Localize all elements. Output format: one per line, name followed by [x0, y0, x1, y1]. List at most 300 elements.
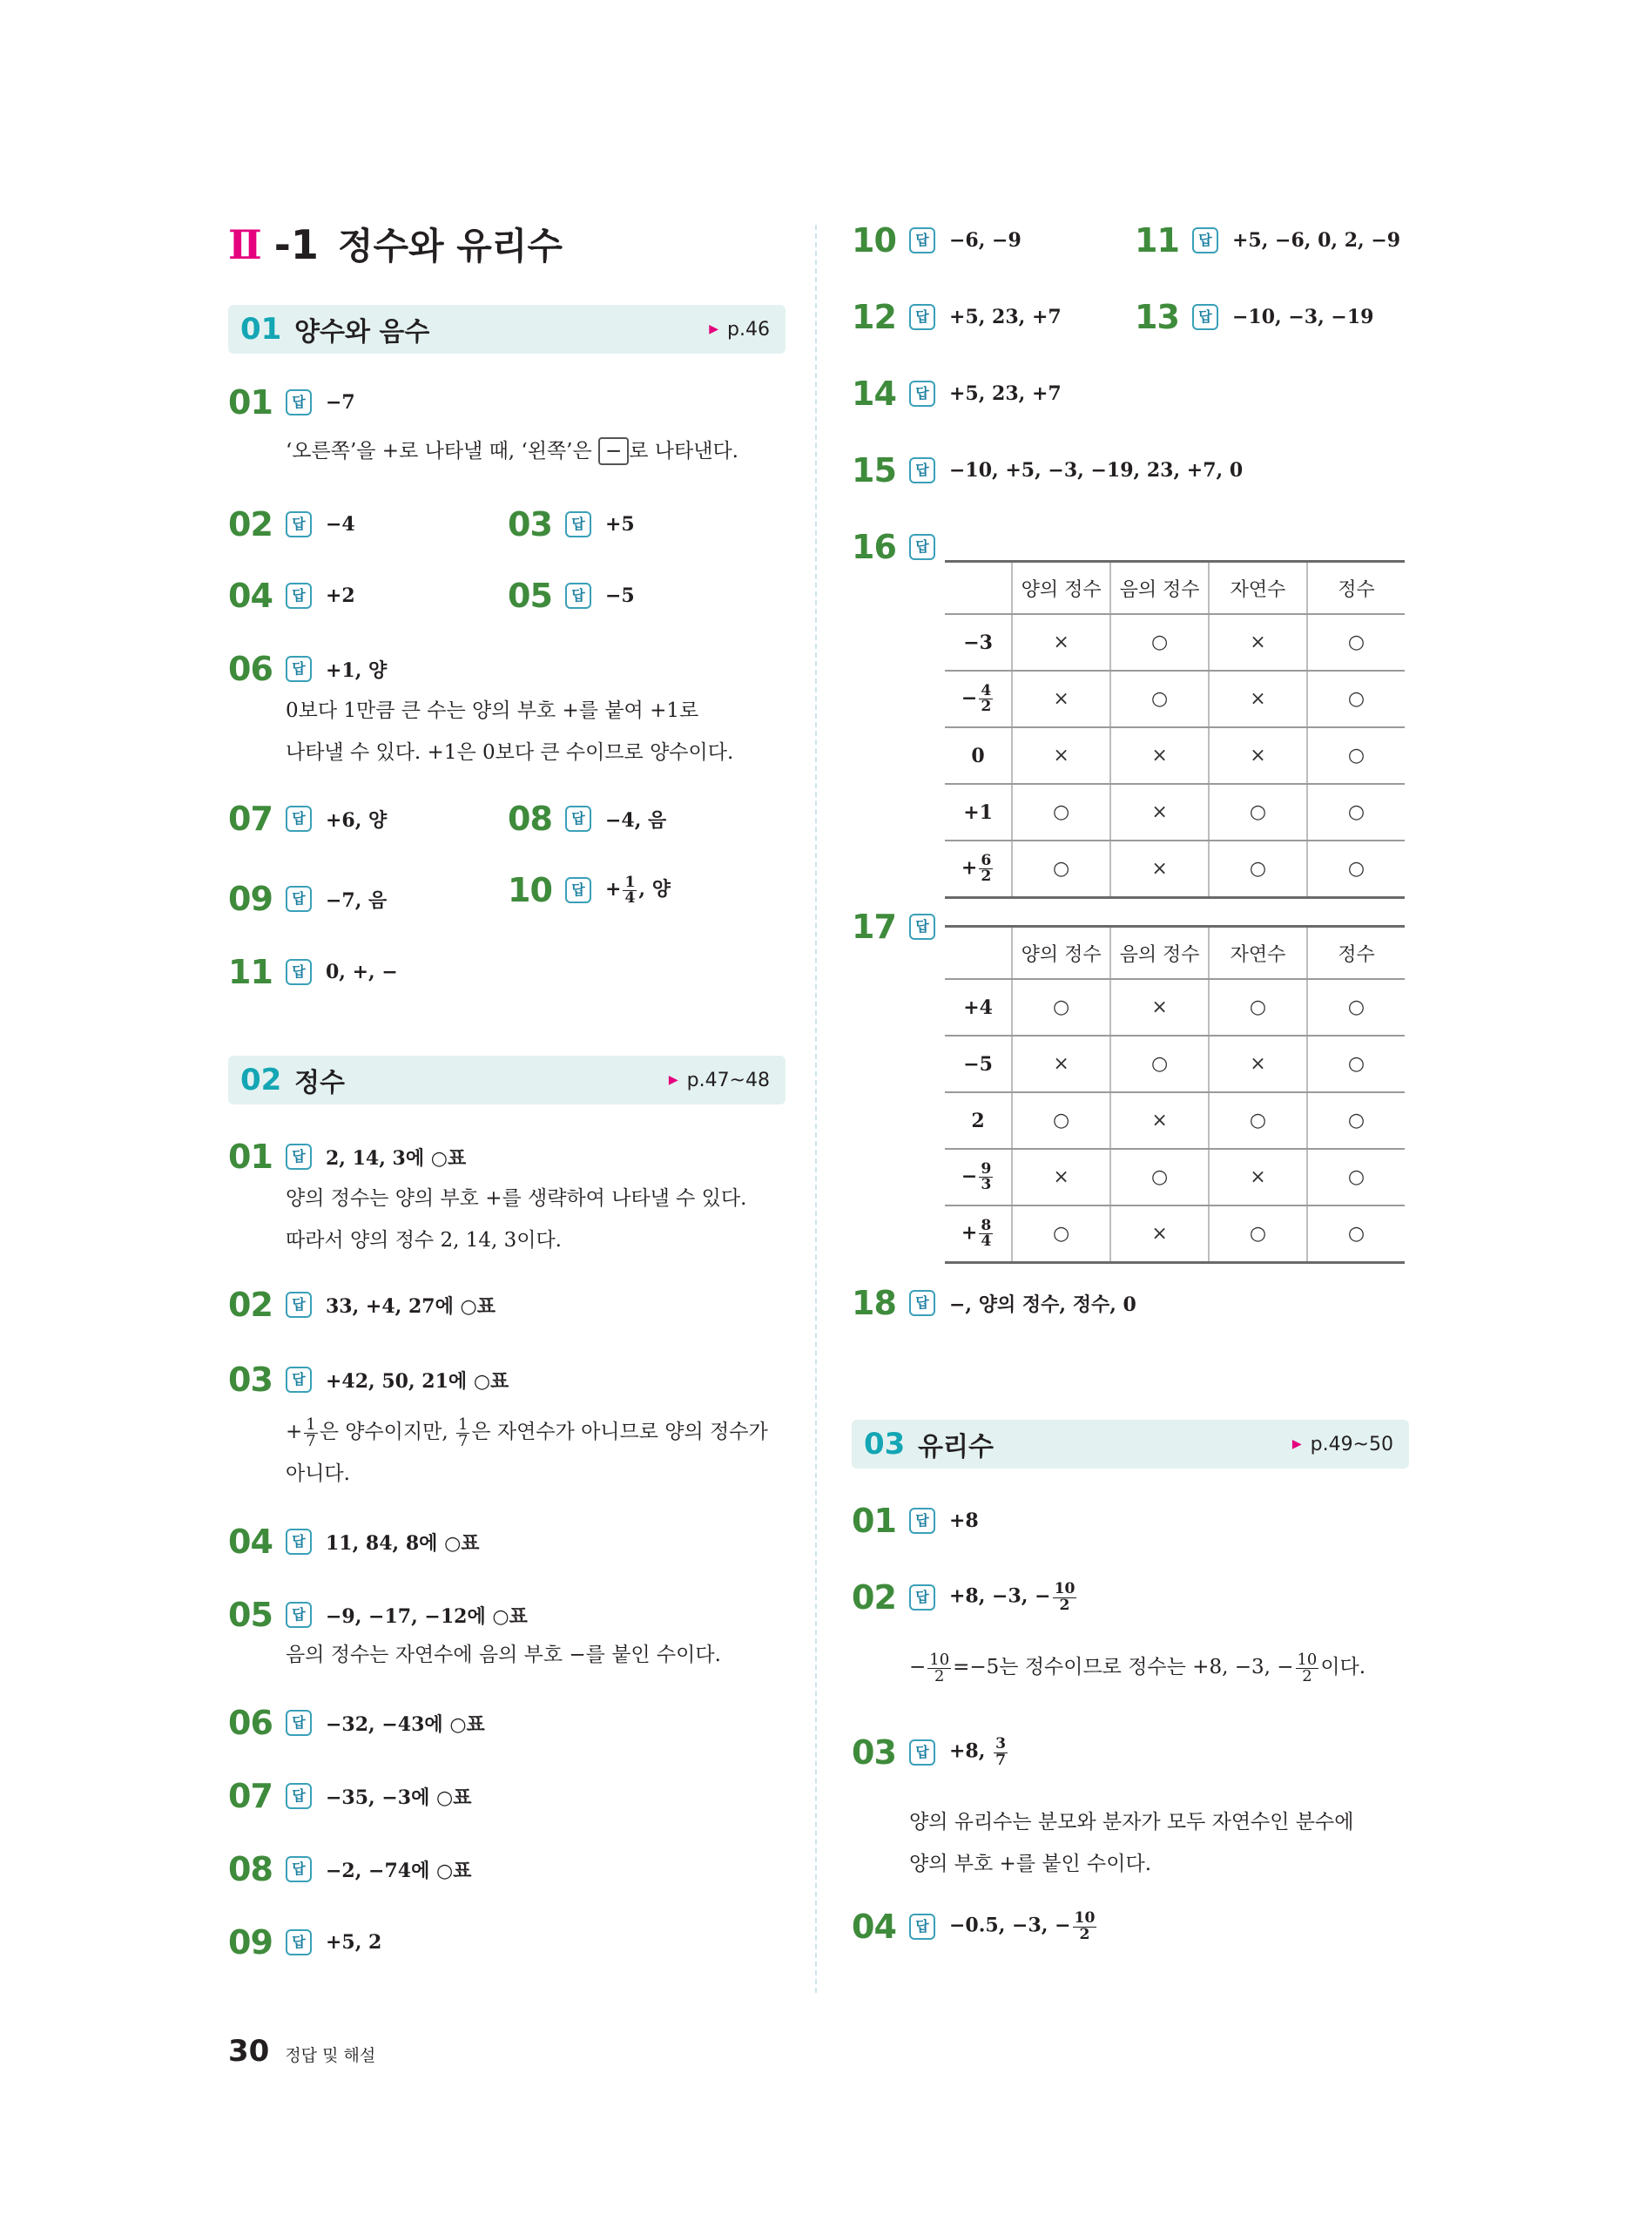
col-header: 양의 정수 [1012, 927, 1110, 980]
section-title: 유리수 [918, 1432, 994, 1462]
denominator: 4 [624, 888, 636, 907]
mark-cell: ○ [1209, 1092, 1307, 1149]
answer: +1, 양 [326, 658, 388, 682]
numerator: 10 [1054, 1580, 1075, 1598]
answer-badge-icon: 답 [286, 1602, 312, 1628]
triangle-icon: ▶ [1291, 1437, 1302, 1451]
mark-cell: × [1110, 979, 1209, 1036]
s3-q03 [852, 1733, 1009, 1772]
mark-cell: × [1012, 1036, 1110, 1092]
answer-badge-icon: 답 [286, 886, 312, 912]
expl-line: 따라서 양의 정수 2, 14, 3이다. [286, 1229, 562, 1252]
mark-cell: ○ [1012, 1205, 1110, 1263]
denominator: 2 [934, 1666, 945, 1685]
answer [949, 1911, 1098, 1942]
mark-cell: × [1209, 727, 1307, 784]
s3-q01 [852, 1502, 979, 1540]
mark-cell: ○ [1209, 979, 1307, 1036]
s1-q07 [228, 800, 387, 838]
expl-text: − [909, 1656, 927, 1678]
answer-badge-icon: 답 [909, 534, 935, 560]
answer-badge-icon: 답 [909, 1508, 935, 1534]
question-number: 18 [852, 1284, 896, 1322]
s2-q18 [852, 1284, 1136, 1322]
question-number: 07 [228, 1777, 273, 1815]
numerator: 10 [1297, 1650, 1318, 1669]
mark-cell: ○ [1110, 1149, 1209, 1205]
col-header: 정수 [1307, 562, 1405, 615]
question-number: 03 [228, 1361, 273, 1399]
s3-q02 [852, 1578, 1078, 1617]
answer-badge-icon: 답 [565, 511, 591, 537]
row-header [945, 1205, 1012, 1263]
question-number: 06 [228, 1704, 273, 1742]
table-row [945, 727, 1405, 784]
mark-cell: ○ [1012, 841, 1110, 898]
expl-text: =−5는 정수이므로 정수는 +8, −3, − [953, 1656, 1294, 1678]
mark-cell: × [1012, 614, 1110, 671]
question-number: 09 [228, 1923, 273, 1962]
answer: +5, −6, 0, 2, −9 [1232, 229, 1401, 252]
s2-q01-explanation [286, 1178, 746, 1261]
mark-cell: ○ [1012, 979, 1110, 1036]
denominator: 2 [981, 698, 992, 715]
question-number: 03 [852, 1733, 896, 1772]
section-number: 01 [240, 312, 282, 347]
expl-text: 이다. [1320, 1656, 1366, 1678]
answer: +5, 2 [326, 1931, 382, 1954]
answer-badge-icon: 답 [909, 457, 935, 483]
row-header: 2 [945, 1092, 1012, 1149]
fraction [979, 851, 993, 885]
section-02-header [228, 1056, 786, 1104]
answer-badge-icon: 답 [909, 914, 935, 940]
s2-q13 [1135, 298, 1373, 336]
mark-cell: × [1209, 1149, 1307, 1205]
question-number: 04 [852, 1908, 896, 1946]
expl-line: 나타낼 수 있다. +1은 0보다 큰 수이므로 양수이다. [286, 741, 734, 764]
question-number: 14 [852, 375, 896, 413]
denominator: 2 [1059, 1596, 1070, 1614]
answer: −5 [605, 584, 635, 607]
col-header: 자연수 [1209, 927, 1307, 980]
row-header [945, 671, 1012, 727]
answer-badge-icon: 답 [286, 656, 312, 682]
row-header: +1 [945, 784, 1012, 841]
mark-cell: ○ [1209, 784, 1307, 841]
s1-q11 [228, 953, 398, 991]
answer: +5, 23, +7 [949, 306, 1062, 328]
question-number: 08 [508, 800, 552, 838]
answer [949, 1737, 1009, 1767]
s2-q16 [852, 528, 949, 566]
question-number: 11 [1135, 221, 1179, 260]
numerator: 8 [981, 1216, 992, 1234]
expl-text: ‘오른쪽’을 +로 나타낼 때, ‘왼쪽’은 [286, 440, 598, 463]
s1-q10 [508, 871, 671, 909]
mark-cell: × [1110, 1205, 1209, 1263]
ans-text: + [605, 878, 622, 902]
fraction [927, 1652, 951, 1685]
answer-badge-icon: 답 [1192, 227, 1218, 253]
s2-q06 [228, 1704, 485, 1742]
page-ref-text: p.47~48 [686, 1069, 770, 1091]
question-number: 03 [508, 505, 552, 544]
answer-badge-icon: 답 [565, 583, 591, 609]
answer-badge-icon: 답 [286, 959, 312, 985]
mark-cell: × [1209, 614, 1307, 671]
question-number: 04 [228, 577, 273, 615]
numerator: 6 [981, 851, 992, 869]
answer [949, 1582, 1078, 1612]
answer: −7 [326, 391, 355, 414]
corner-cell [945, 562, 1012, 615]
mark-cell: ○ [1307, 841, 1405, 898]
table-row [945, 1092, 1405, 1149]
boxed-blank: − [598, 437, 629, 465]
chapter-number: -1 [273, 221, 319, 268]
s2-q09 [228, 1923, 381, 1962]
question-number: 02 [852, 1578, 896, 1617]
answer-badge-icon: 답 [286, 1783, 312, 1809]
s1-q08 [508, 800, 666, 838]
s2-q14 [852, 375, 1062, 413]
chapter-title [228, 218, 563, 270]
numerator: 4 [981, 681, 992, 699]
answer-badge-icon: 답 [909, 1290, 935, 1316]
expl-line: 양의 유리수는 분모와 분자가 모두 자연수인 분수에 [909, 1811, 1354, 1833]
mark-cell: ○ [1110, 1036, 1209, 1092]
denominator: 7 [995, 1751, 1006, 1769]
answer-badge-icon: 답 [286, 1929, 312, 1955]
expl-line: 음의 정수는 자연수에 음의 부호 −를 붙인 수이다. [286, 1644, 721, 1666]
fraction [304, 1417, 317, 1449]
mark-cell: ○ [1307, 784, 1405, 841]
page-footer [228, 2034, 375, 2069]
answer: −9, −17, −12에 ○표 [326, 1604, 528, 1628]
question-number: 09 [228, 880, 273, 918]
ans-text: +8, [949, 1740, 993, 1763]
mark-cell: ○ [1110, 671, 1209, 727]
question-number: 10 [852, 221, 896, 260]
answer: −4, 음 [605, 808, 667, 832]
answer: +5 [605, 513, 635, 536]
row-header: −3 [945, 614, 1012, 671]
answer-badge-icon: 답 [565, 877, 591, 903]
s1-q02 [228, 505, 355, 544]
mark-cell: × [1209, 1036, 1307, 1092]
answer-badge-icon: 답 [286, 511, 312, 537]
mark-cell: ○ [1209, 1205, 1307, 1263]
answer-badge-icon: 답 [286, 1144, 312, 1170]
question-number: 11 [228, 953, 273, 991]
mark-cell: × [1012, 727, 1110, 784]
mark-cell: × [1110, 784, 1209, 841]
numerator: 10 [1074, 1909, 1096, 1928]
question-number: 10 [508, 871, 552, 909]
mark-cell: ○ [1307, 1149, 1405, 1205]
question-number: 13 [1135, 298, 1179, 336]
answer: 2, 14, 3에 ○표 [326, 1146, 467, 1170]
answer [605, 875, 671, 906]
question-number: 01 [228, 383, 273, 422]
question-number: 05 [508, 577, 552, 615]
answer: +2 [326, 584, 355, 607]
mark-cell: ○ [1307, 614, 1405, 671]
mark-cell: ○ [1307, 1205, 1405, 1263]
mark-cell: ○ [1012, 784, 1110, 841]
s2-q03 [228, 1361, 509, 1399]
s3-q03-explanation [909, 1801, 1353, 1885]
answer-badge-icon: 답 [909, 304, 935, 330]
question-number: 04 [228, 1523, 273, 1561]
numerator: 3 [995, 1735, 1006, 1753]
table-row [945, 979, 1405, 1036]
s2-q04 [228, 1523, 480, 1561]
col-header: 음의 정수 [1110, 927, 1209, 980]
table-body [945, 979, 1405, 1263]
numerator: 10 [929, 1650, 950, 1669]
mark-cell: ○ [1110, 614, 1209, 671]
ans-text: , 양 [638, 878, 671, 902]
fraction [1296, 1652, 1319, 1685]
question-number: 05 [228, 1596, 273, 1634]
answer-badge-icon: 답 [909, 381, 935, 407]
expl-line [286, 1411, 768, 1453]
fraction [1053, 1582, 1077, 1612]
row-header [945, 841, 1012, 898]
s3-q04 [852, 1908, 1098, 1946]
answer: 33, +4, 27에 ○표 [326, 1294, 496, 1318]
answer: 11, 84, 8에 ○표 [326, 1531, 480, 1555]
question-number: 01 [228, 1138, 273, 1176]
mark-cell: ○ [1209, 841, 1307, 898]
table-row [945, 841, 1405, 898]
mark-cell: ○ [1012, 1092, 1110, 1149]
expl-line: 아니다. [286, 1462, 350, 1485]
answer: +8 [949, 1509, 979, 1532]
denominator: 2 [1302, 1666, 1312, 1685]
sign: + [961, 1221, 978, 1245]
answer-badge-icon: 답 [286, 1856, 312, 1882]
table-row [945, 1036, 1405, 1092]
row-header: 0 [945, 727, 1012, 784]
ans-text: −0.5, −3, − [949, 1914, 1071, 1937]
s1-q06 [228, 650, 387, 688]
answer-badge-icon: 답 [1192, 304, 1218, 330]
denominator: 2 [981, 868, 992, 885]
fraction [979, 1159, 993, 1193]
answer-badge-icon: 답 [909, 227, 935, 253]
answer-badge-icon: 답 [286, 1710, 312, 1736]
expl-text: 은 양수이지만, [319, 1421, 455, 1443]
question-number: 12 [852, 298, 896, 336]
table-q17 [945, 925, 1405, 1264]
fraction [1073, 1911, 1097, 1942]
s1-q01 [228, 383, 355, 422]
answer-badge-icon: 답 [565, 806, 591, 832]
s1-q01-explanation [286, 430, 738, 472]
mark-cell: × [1209, 671, 1307, 727]
section-03-header [852, 1420, 1409, 1469]
question-number: 15 [852, 451, 896, 490]
table-q16 [945, 560, 1405, 899]
column-divider [815, 225, 817, 1993]
answer-badge-icon: 답 [286, 1529, 312, 1555]
table-row [945, 1149, 1405, 1205]
question-number: 08 [228, 1850, 273, 1888]
s2-q01 [228, 1138, 466, 1176]
answer-badge-icon: 답 [909, 1584, 935, 1611]
answer-badge-icon: 답 [286, 389, 312, 415]
expl-line: 양의 부호 +를 붙인 수이다. [909, 1853, 1152, 1875]
section-number: 02 [240, 1063, 282, 1097]
table-header-row [945, 562, 1405, 615]
s2-q10 [852, 221, 1022, 260]
sign: − [961, 686, 978, 710]
denominator: 4 [981, 1232, 992, 1250]
mark-cell: ○ [1307, 1036, 1405, 1092]
answer-badge-icon: 답 [286, 806, 312, 832]
numerator: 1 [306, 1415, 316, 1434]
s2-q12 [852, 298, 1062, 336]
question-number: 07 [228, 800, 273, 838]
expl-line: 양의 정수는 양의 부호 +를 생략하여 나타낼 수 있다. [286, 1187, 747, 1210]
question-number: 02 [228, 505, 273, 544]
s2-q02 [228, 1286, 496, 1324]
denominator: 2 [1079, 1925, 1090, 1943]
s2-q15 [852, 451, 1243, 490]
section-title: 정수 [294, 1068, 345, 1098]
answer: −35, −3에 ○표 [326, 1786, 472, 1809]
table-row [945, 671, 1405, 727]
mark-cell: ○ [1307, 727, 1405, 784]
mark-cell: × [1012, 671, 1110, 727]
answer: −6, −9 [949, 229, 1022, 252]
section-number: 03 [864, 1427, 906, 1462]
answer-badge-icon: 답 [286, 583, 312, 609]
footer-label: 정답 및 해설 [285, 2046, 376, 2065]
s2-q05 [228, 1596, 528, 1634]
table-body [945, 614, 1405, 898]
s1-q04 [228, 577, 355, 615]
mark-cell: ○ [1307, 979, 1405, 1036]
section-01-header [228, 305, 786, 354]
answer: −4 [326, 513, 355, 536]
numerator: 9 [981, 1159, 992, 1178]
s1-q06-explanation [286, 690, 733, 773]
table-row [945, 614, 1405, 671]
fraction [623, 875, 637, 906]
question-number: 02 [228, 1286, 273, 1324]
sign: − [961, 1165, 978, 1188]
page-number: 30 [228, 2034, 270, 2069]
answer-badge-icon: 답 [909, 1914, 935, 1940]
s2-q17 [852, 908, 949, 946]
s3-q02-explanation [909, 1646, 1365, 1688]
numerator: 1 [457, 1415, 469, 1434]
col-header: 양의 정수 [1012, 562, 1110, 615]
answer: −32, −43에 ○표 [326, 1712, 485, 1736]
page-ref [1292, 1434, 1393, 1455]
answer-badge-icon: 답 [909, 1739, 935, 1766]
mark-cell: × [1110, 727, 1209, 784]
question-number: 17 [852, 908, 896, 946]
expl-text: 은 자연수가 아니므로 양의 정수가 [471, 1421, 768, 1443]
col-header: 음의 정수 [1110, 562, 1209, 615]
page-ref-text: p.46 [727, 318, 770, 341]
mark-cell: × [1012, 1149, 1110, 1205]
denominator: 7 [306, 1431, 316, 1450]
question-number: 16 [852, 528, 896, 566]
answer: +6, 양 [326, 808, 388, 832]
row-header [945, 1149, 1012, 1205]
table-row [945, 1205, 1405, 1263]
page-ref-text: p.49~50 [1310, 1433, 1393, 1455]
s2-q03-explanation [286, 1411, 768, 1495]
triangle-icon: ▶ [709, 322, 719, 336]
mark-cell: × [1110, 1092, 1209, 1149]
fraction [994, 1737, 1008, 1767]
sign: + [961, 856, 978, 880]
chapter-roman: Ⅱ [228, 221, 262, 268]
row-header: +4 [945, 979, 1012, 1036]
mark-cell: × [1110, 841, 1209, 898]
chapter-name: 정수와 유리수 [337, 225, 563, 267]
expl-text: 로 나타낸다. [629, 440, 738, 463]
answer: 0, +, − [326, 961, 398, 983]
mark-cell: ○ [1307, 1092, 1405, 1149]
answer: +5, 23, +7 [949, 382, 1062, 405]
fraction [456, 1417, 469, 1449]
s2-q08 [228, 1850, 471, 1888]
answer: −7, 음 [326, 888, 388, 912]
s2-q05-explanation [286, 1634, 721, 1676]
triangle-icon: ▶ [668, 1073, 678, 1087]
s2-q07 [228, 1777, 471, 1815]
denominator: 7 [457, 1431, 469, 1450]
corner-cell [945, 927, 1012, 980]
answer: −2, −74에 ○표 [326, 1859, 472, 1882]
s1-q09 [228, 880, 387, 918]
page-ref [709, 319, 770, 341]
mark-cell: ○ [1307, 671, 1405, 727]
s1-q03 [508, 505, 635, 544]
answer: −, 양의 정수, 정수, 0 [949, 1293, 1136, 1316]
expl-text: + [286, 1421, 303, 1443]
table-row [945, 784, 1405, 841]
answer: −10, −3, −19 [1232, 306, 1374, 328]
section-title: 양수와 음수 [294, 317, 430, 348]
numerator: 1 [624, 873, 636, 891]
col-header: 정수 [1307, 927, 1405, 980]
table-header-row [945, 927, 1405, 980]
answer: +42, 50, 21에 ○표 [326, 1369, 509, 1393]
ans-text: +8, −3, − [949, 1585, 1051, 1608]
answer: −10, +5, −3, −19, 23, +7, 0 [949, 459, 1244, 482]
page-ref [669, 1070, 770, 1091]
answer-badge-icon: 답 [286, 1292, 312, 1318]
s1-q05 [508, 577, 635, 615]
question-number: 01 [852, 1502, 896, 1540]
col-header: 자연수 [1209, 562, 1307, 615]
expl-line: 0보다 1만큼 큰 수는 양의 부호 +를 붙여 +1로 [286, 699, 699, 722]
question-number: 06 [228, 650, 273, 688]
fraction [979, 681, 993, 715]
row-header: −5 [945, 1036, 1012, 1092]
denominator: 3 [981, 1176, 992, 1193]
fraction [979, 1216, 993, 1250]
